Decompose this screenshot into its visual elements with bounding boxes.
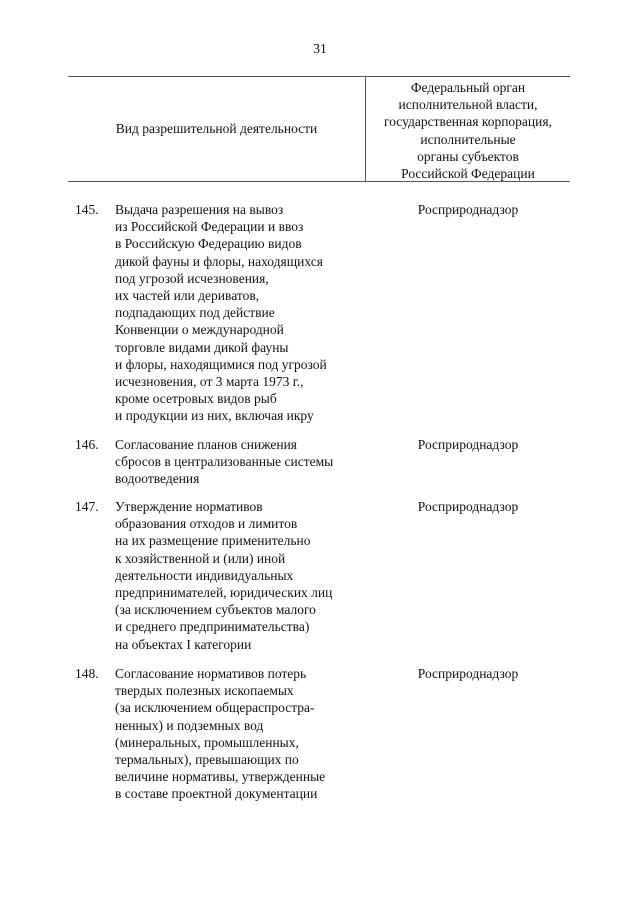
row-text-line: водоотведения [115, 471, 200, 487]
row-text-line: Согласование планов снижения [115, 437, 297, 452]
row-text-line: ненных) и подземных вод [115, 717, 264, 733]
row-activity-text [115, 436, 365, 488]
row-text-line: предпринимателей, юридических лиц [115, 585, 333, 601]
row-text-line: (минеральных, промышленных, [115, 734, 299, 750]
row-text-line: величине нормативы, утвержденные [115, 769, 326, 785]
header-authority-line: государственная корпорация, [384, 114, 552, 130]
row-text-line: кроме осетровых видов рыб [115, 391, 277, 407]
row-text-line: образования отходов и лимитов [115, 516, 298, 532]
header-activity-type: Вид разрешительной деятельности [115, 121, 318, 136]
row-number: 145. [75, 202, 99, 217]
row-number: 147. [75, 499, 99, 514]
row-activity-text [115, 201, 365, 425]
page-number: 31 [313, 41, 327, 56]
row-text-line: Конвенции о международной [115, 322, 284, 338]
row-text-line: под угрозой исчезновения, [115, 270, 269, 286]
row-text-line: (за исключением общераспростра- [115, 700, 315, 716]
row-text-line: торговле видами дикой фауны [115, 339, 289, 355]
row-text-line: дикой фауны и флоры, находящихся [115, 253, 323, 269]
row-text-line: на их размещение применительно [115, 533, 311, 549]
row-authority: Росприроднадзор [417, 499, 519, 514]
row-text-line: (за исключением субъектов малого [115, 602, 316, 618]
row-activity-text [115, 498, 365, 653]
header-authority [366, 79, 570, 182]
row-text-line: подпадающих под действие [115, 305, 275, 321]
header-authority-line: Российской Федерации [401, 166, 535, 182]
row-text-line: сбросов в централизованные системы [115, 454, 334, 470]
row-text-line: на объектах I категории [115, 636, 252, 652]
row-text-line: термальных), превышающих по [115, 752, 299, 768]
row-text-line: и флоры, находящимися под угрозой [115, 356, 327, 372]
row-text-line: Утверждение нормативов [115, 499, 263, 514]
row-text-line: к хозяйственной и (или) иной [115, 550, 286, 566]
row-authority: Росприроднадзор [417, 202, 519, 217]
header-authority-line: исполнительной власти, [398, 97, 538, 113]
row-text-line: их частей или дериватов, [115, 288, 260, 304]
row-text-line: Выдача разрешения на вывоз [115, 202, 284, 217]
row-text-line: и среднего предпринимательства) [115, 619, 310, 635]
row-authority: Росприроднадзор [417, 666, 519, 681]
row-number: 148. [75, 666, 99, 681]
row-activity-text [115, 665, 365, 803]
row-text-line: твердых полезных ископаемых [115, 683, 294, 699]
row-text-line: деятельности индивидуальных [115, 567, 294, 583]
row-text-line: и продукции из них, включая икру [115, 408, 314, 424]
header-authority-line: Федеральный орган [410, 80, 526, 95]
row-text-line: из Российской Федерации и ввоз [115, 219, 304, 235]
row-number: 146. [75, 437, 99, 452]
header-authority-line: исполнительные [420, 131, 516, 147]
row-text-line: в составе проектной документации [115, 786, 318, 802]
header-authority-line: органы субъектов [417, 148, 519, 164]
row-authority: Росприроднадзор [417, 437, 519, 452]
row-text-line: Согласование нормативов потерь [115, 666, 307, 681]
row-text-line: в Российскую Федерацию видов [115, 236, 302, 252]
table-top-rule [68, 76, 570, 77]
row-text-line: исчезновения, от 3 марта 1973 г., [115, 374, 304, 390]
